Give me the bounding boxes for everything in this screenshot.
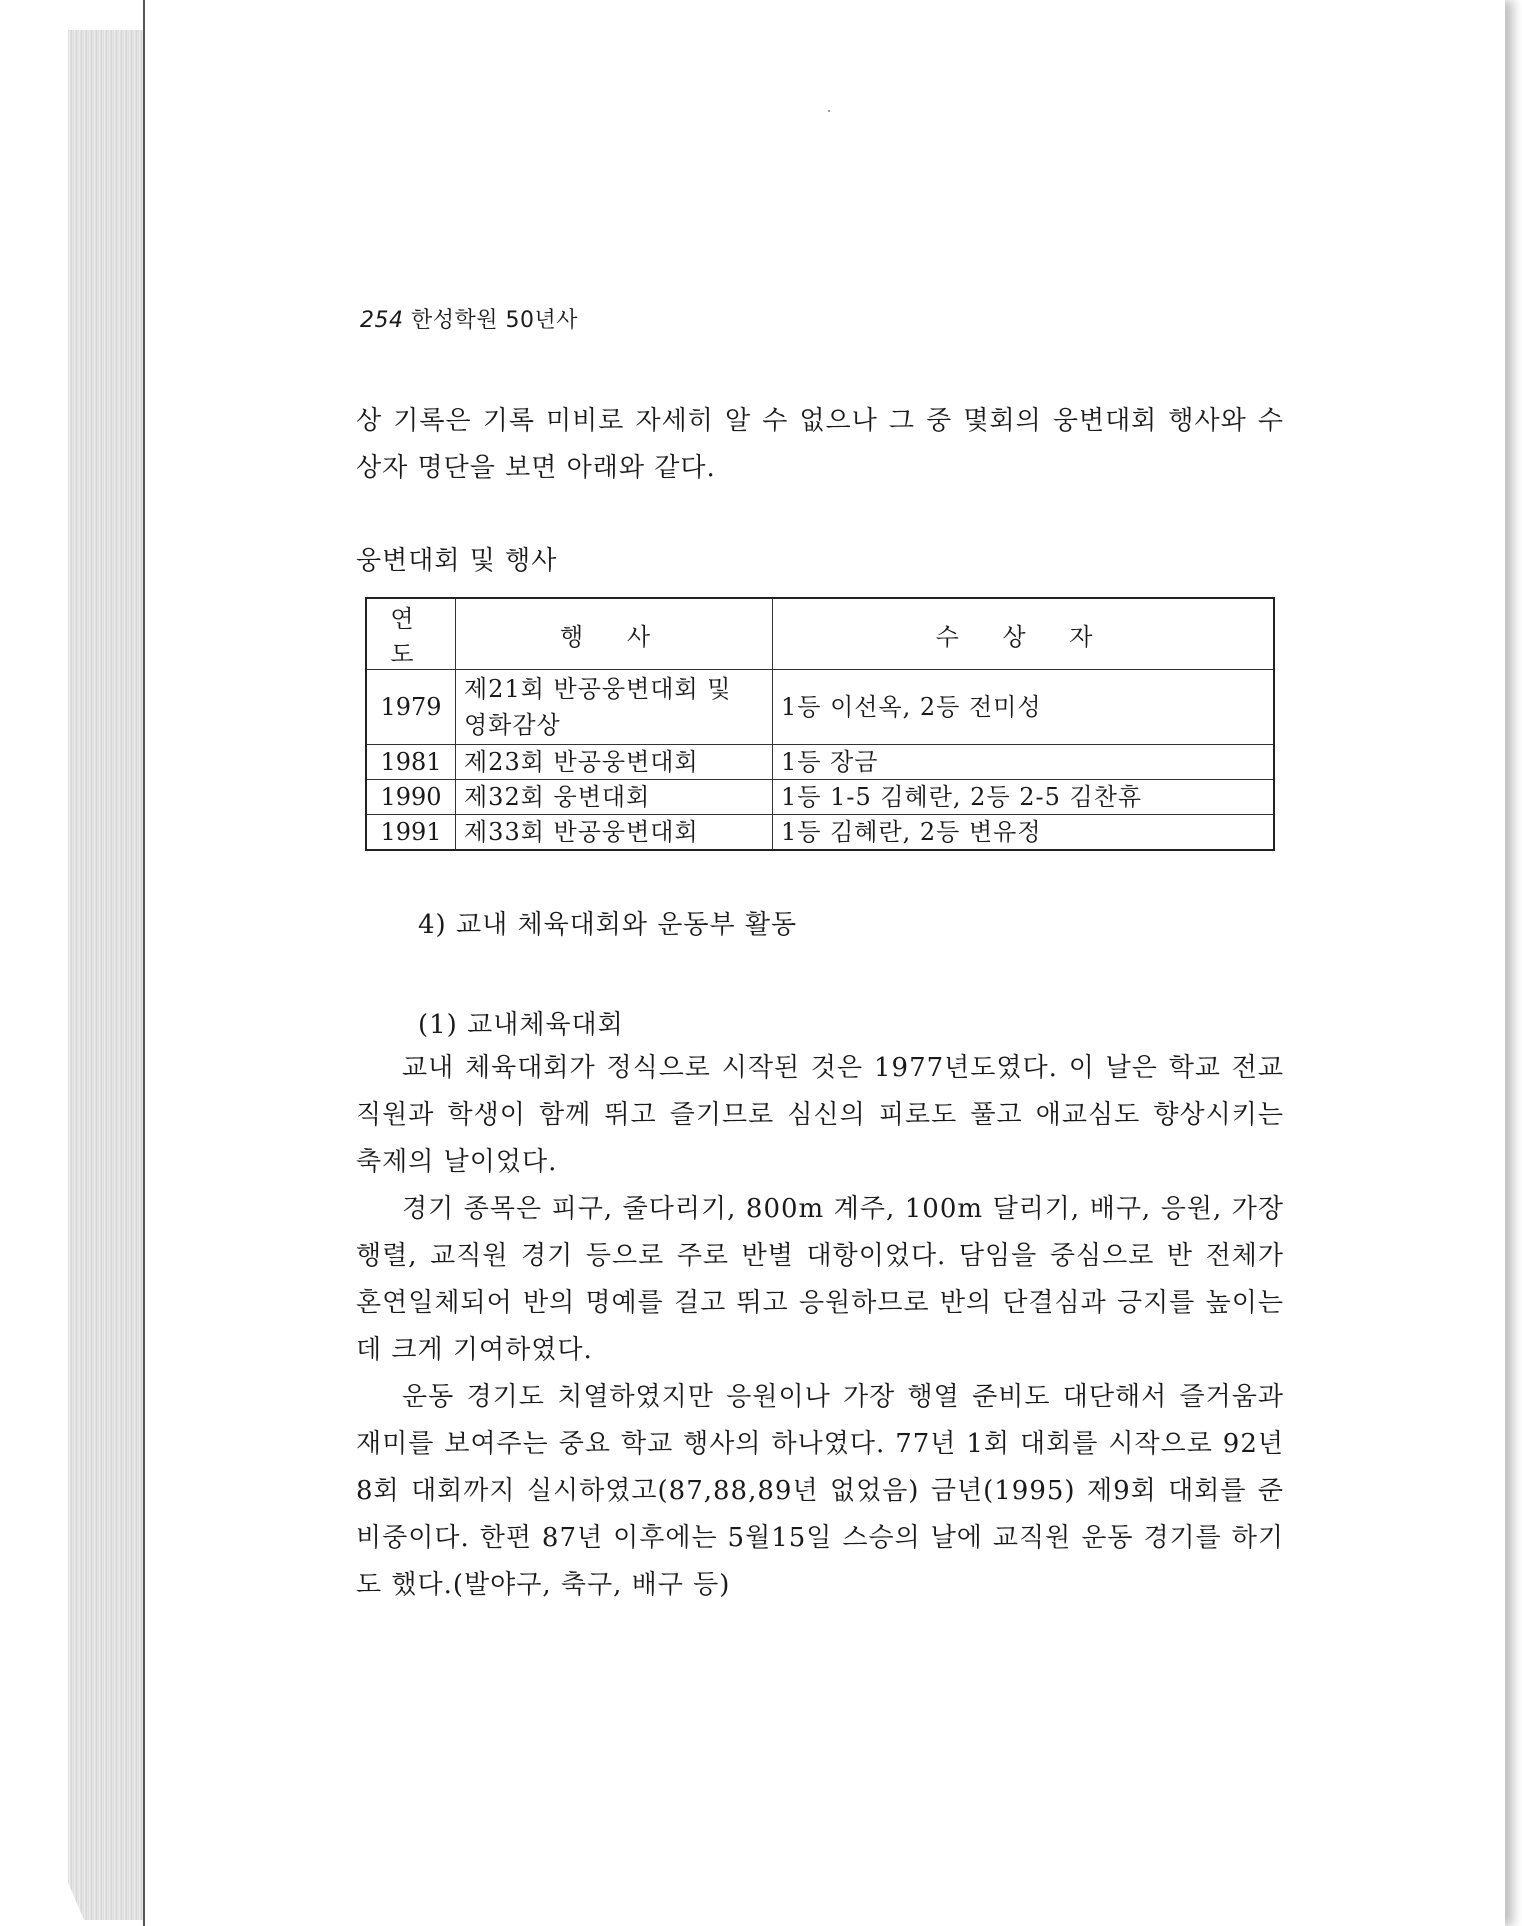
book-title: 한성학원 50년사 — [411, 308, 578, 333]
table-row — [366, 670, 1274, 745]
running-header — [360, 303, 578, 334]
cell-year: 1990 — [366, 780, 456, 815]
table-row — [366, 815, 1274, 851]
cell-event: 제21회 반공웅변대회 및 영화감상 — [456, 670, 773, 745]
cell-event: 제23회 반공웅변대회 — [456, 745, 773, 780]
table-header-row — [366, 598, 1274, 670]
cell-year: 1991 — [366, 815, 456, 851]
cell-year: 1979 — [366, 670, 456, 745]
cell-winners: 1등 1-5 김혜란, 2등 2-5 김찬휴 — [773, 780, 1275, 815]
page-number: 254 — [360, 308, 404, 333]
table-row — [366, 745, 1274, 780]
col-header-event: 행 사 — [456, 598, 773, 670]
speech-contest-table — [365, 597, 1275, 851]
subsection-heading: (1) 교내체육대회 — [418, 1010, 624, 1040]
book-page — [143, 0, 1505, 1926]
cell-winners: 1등 김혜란, 2등 변유정 — [773, 815, 1275, 851]
col-header-winners: 수 상 자 — [773, 598, 1275, 670]
cell-event: 제32회 웅변대회 — [456, 780, 773, 815]
body-paragraph: 교내 체육대회가 정식으로 시작된 것은 1977년도였다. 이 날은 학교 전교직원과 학생이 함께 뛰고 즐기므로 심신의 피로도 풀고 애교심도 향상시키는 축제의 날이었다. — [356, 1053, 1284, 1177]
table-row — [366, 780, 1274, 815]
book-page-edges — [68, 30, 148, 1920]
scan-speck — [828, 110, 830, 112]
body-paragraph: 운동 경기도 치열하였지만 응원이나 가장 행열 준비도 대단해서 즐거움과 재미를 보여주는 중요 학교 행사의 하나였다. 77년 1회 대회를 시작으로 92년 8회 대회까지 실시하였고(87,88,89년 없었음) 금년(1995) 제9회 대회를 준비중이다. 한편 87년 이후에는 5월15일 스승의 날에 교직원 운동 경기를 하기도 했다.(발야구, 축구, 배구 등) — [356, 1382, 1284, 1600]
cell-winners: 1등 이선옥, 2등 전미성 — [773, 670, 1275, 745]
body-text — [356, 1045, 1284, 1609]
cell-winners: 1등 장금 — [773, 745, 1275, 780]
cell-year: 1981 — [366, 745, 456, 780]
cell-event: 제33회 반공웅변대회 — [456, 815, 773, 851]
intro-paragraph: 상 기록은 기록 미비로 자세히 알 수 없으나 그 중 몇회의 웅변대회 행사와 수상자 명단을 보면 아래와 같다. — [356, 406, 1284, 483]
col-header-year: 연도 — [366, 598, 456, 670]
table-caption: 웅변대회 및 행사 — [356, 546, 558, 576]
section-heading: 4) 교내 체육대회와 운동부 활동 — [418, 910, 798, 940]
body-paragraph: 경기 종목은 피구, 줄다리기, 800m 계주, 100m 달리기, 배구, 응원, 가장행렬, 교직원 경기 등으로 주로 반별 대항이었다. 담임을 중심으로 반 전체가 혼연일체되어 반의 명예를 걸고 뛰고 응원하므로 반의 단결심과 긍지를 높이는데 크게 기여하였다. — [356, 1194, 1284, 1365]
